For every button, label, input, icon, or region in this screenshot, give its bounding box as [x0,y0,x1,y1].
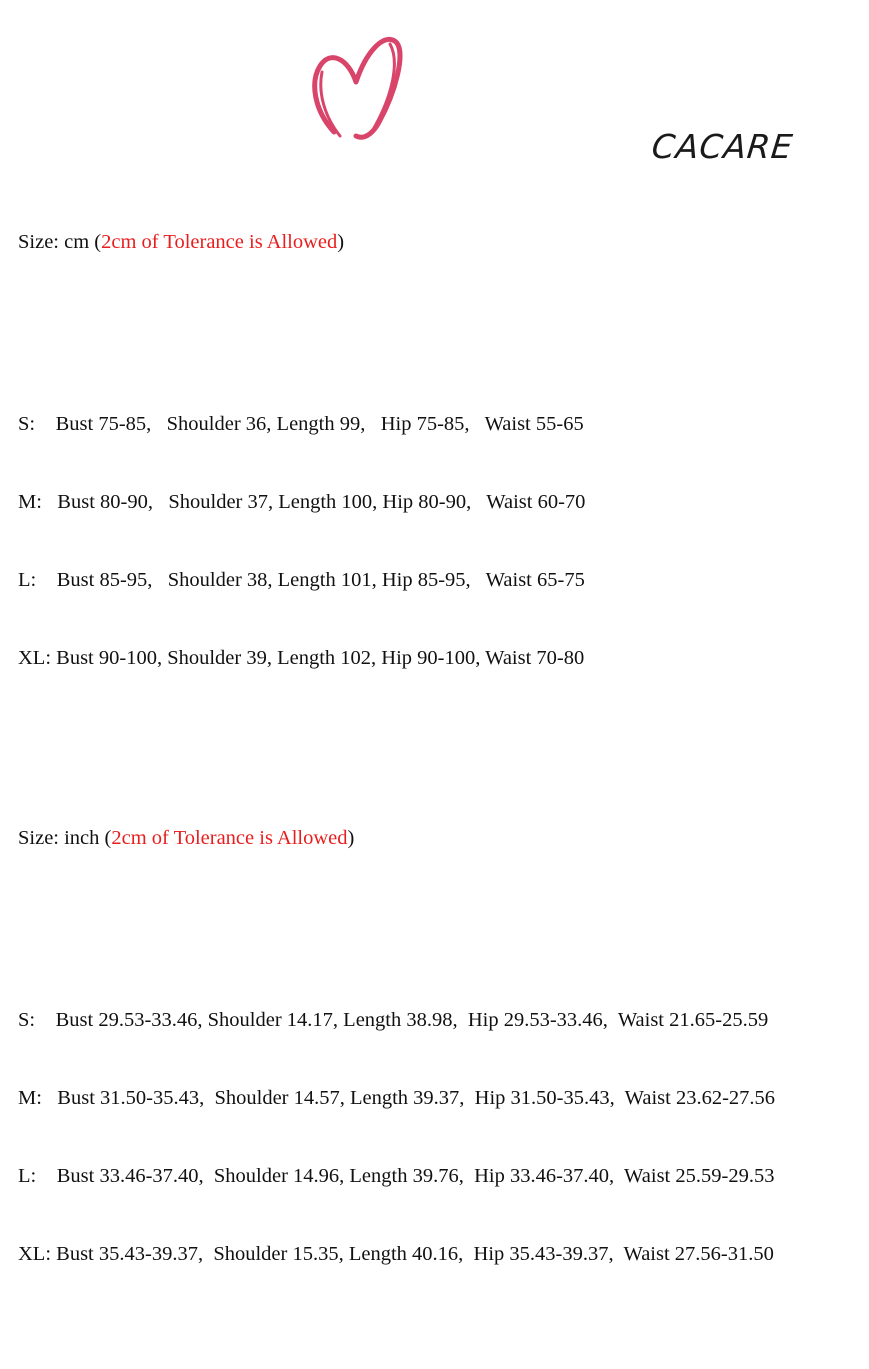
inch-row-s: S: Bust 29.53-33.46, Shoulder 14.17, Length 38.98, Hip 29.53-33.46, Waist 21.65-25.59 [18,1009,769,1031]
brand-logo [308,32,796,166]
cm-heading-prefix: Size: cm ( [18,231,102,253]
brand-logo-text: CACARE [649,127,796,166]
cm-size-heading [18,229,775,255]
cm-row-xl: XL: Bust 90-100, Shoulder 39, Length 102, Hip 90-100, Waist 70-80 [18,647,585,669]
cm-heading-suffix: ) [337,231,345,253]
inch-row-m: M: Bust 31.50-35.43, Shoulder 14.57, Length 39.37, Hip 31.50-35.43, Waist 23.62-27.56 [18,1087,776,1109]
cm-tolerance-note: 2cm of Tolerance is Allowed [101,231,338,253]
inch-row-xl: XL: Bust 35.43-39.37, Shoulder 15.35, Length 40.16, Hip 35.43-39.37, Waist 27.56-31.50 [18,1243,774,1265]
inch-heading-prefix: Size: inch ( [18,827,112,849]
inch-row-l: L: Bust 33.46-37.40, Shoulder 14.96, Length 39.76, Hip 33.46-37.40, Waist 25.59-29.53 [18,1165,775,1187]
inch-tolerance-note: 2cm of Tolerance is Allowed [111,827,348,849]
cm-row-m: M: Bust 80-90, Shoulder 37, Length 100, Hip 80-90, Waist 60-70 [18,491,586,513]
cm-size-table [18,359,775,723]
cm-row-s: S: Bust 75-85, Shoulder 36, Length 99, Hip 75-85, Waist 55-65 [18,413,584,435]
inch-size-table [18,955,775,1319]
inch-heading-suffix: ) [347,827,355,849]
inch-size-heading [18,825,775,851]
cm-row-l: L: Bust 85-95, Shoulder 38, Length 101, Hip 85-95, Waist 65-75 [18,569,585,591]
size-chart [18,177,775,1369]
heart-icon [308,32,483,147]
